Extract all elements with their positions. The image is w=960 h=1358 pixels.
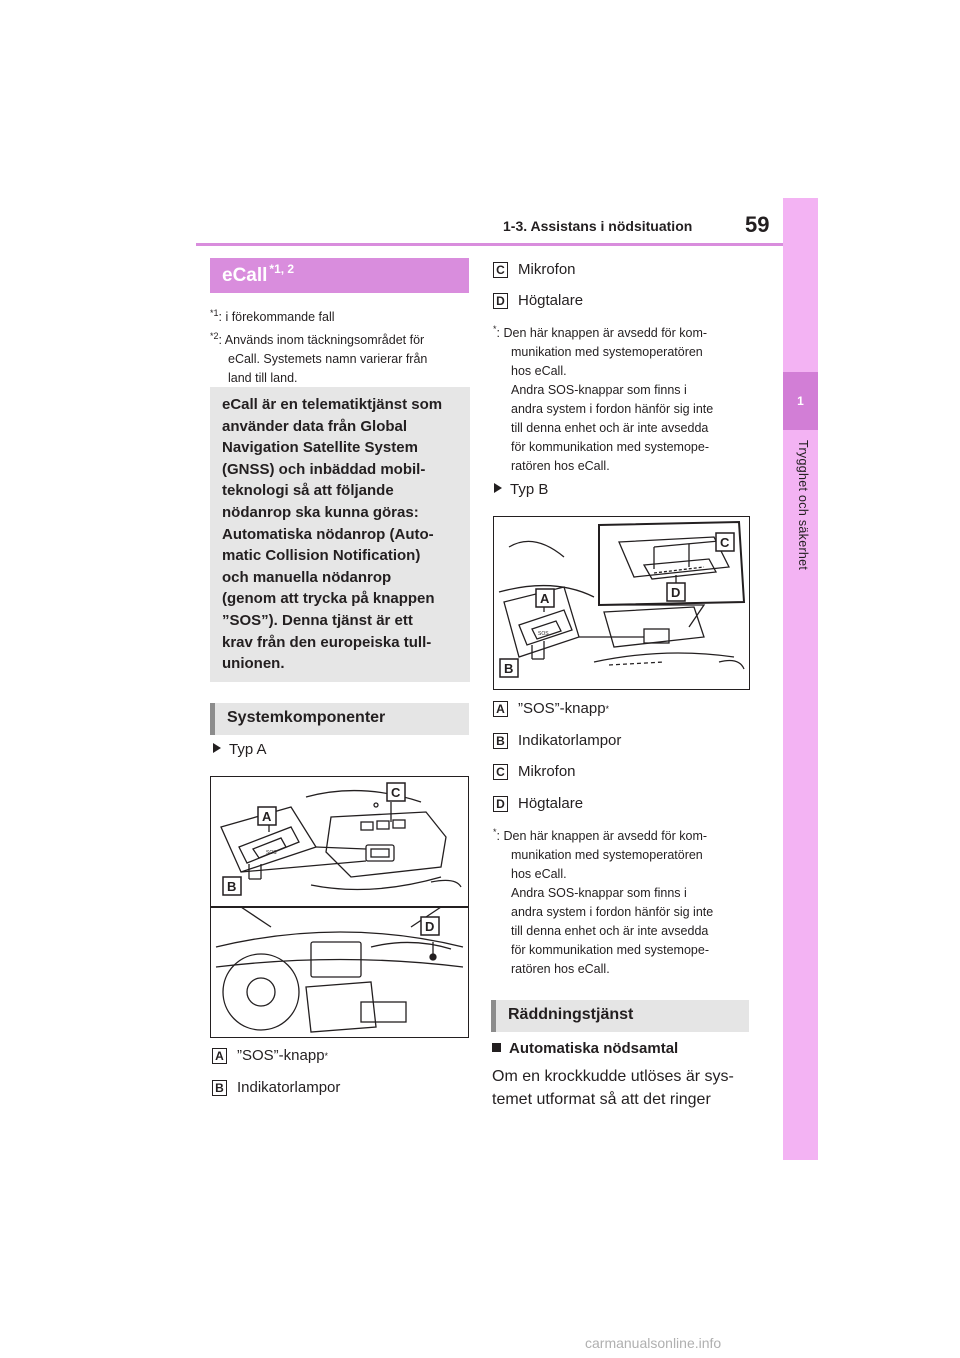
letter-label-box: B bbox=[493, 733, 508, 749]
letter-label-box: D bbox=[493, 293, 508, 309]
fig-a-label-d: D bbox=[425, 919, 435, 934]
ecall-heading-superscript: *1, 2 bbox=[269, 262, 295, 276]
fig-a-lamp bbox=[361, 822, 373, 830]
summary-line: eCall är en telematiktjänst som bbox=[222, 396, 443, 413]
subheading-text: Automatiska nödsamtal bbox=[509, 1040, 679, 1057]
fig-b-label-c: C bbox=[720, 535, 730, 550]
footnote-first-line bbox=[493, 320, 753, 343]
fig-a-mirror-line bbox=[311, 877, 441, 890]
fig-b-label-a: A bbox=[540, 591, 550, 606]
summary-line: ”SOS”). Denna tjänst är ett bbox=[222, 611, 413, 629]
fig-a-microphone bbox=[374, 803, 378, 807]
summary-line: teknologi så att följande bbox=[222, 482, 394, 500]
letter-label-box: A bbox=[212, 1048, 227, 1064]
item-text: Indikatorlampor bbox=[237, 1079, 341, 1096]
typ-a-title: Typ A bbox=[229, 741, 267, 758]
summary-line: unionen. bbox=[222, 655, 285, 673]
triangle-bullet-icon bbox=[213, 743, 221, 753]
ecall-heading-title: eCall bbox=[222, 265, 268, 286]
square-bullet-icon bbox=[492, 1043, 501, 1052]
summary-line: (GNSS) och inbäddad mobil- bbox=[222, 460, 426, 478]
letter-label-box: A bbox=[493, 701, 508, 717]
footnote-line: ratören hos eCall. bbox=[511, 962, 610, 977]
fig-b-label-d: D bbox=[671, 585, 681, 600]
footnote-typ-a bbox=[493, 320, 753, 476]
footnote-1 bbox=[210, 304, 470, 327]
header-rule bbox=[196, 243, 785, 246]
fig-a-label-b: B bbox=[227, 879, 237, 894]
footnote-line: hos eCall. bbox=[511, 867, 567, 882]
letter-label-box: D bbox=[493, 796, 508, 812]
fig-a-label-c: C bbox=[391, 785, 401, 800]
fig-a-label-a: A bbox=[262, 809, 272, 824]
fig-a-passenger-dash bbox=[371, 942, 451, 949]
chapter-title: Trygghet och säkerhet bbox=[796, 440, 810, 571]
footnote-2 bbox=[210, 327, 470, 350]
watermark: carmanualsonline.info bbox=[585, 1335, 722, 1351]
summary-line: (genom att trycka på knappen bbox=[222, 590, 435, 608]
footnote-text: : Den här knappen är avsedd för kom- bbox=[496, 326, 708, 341]
footnote-line: andra system i fordon hänför sig inte bbox=[511, 402, 714, 417]
fig-a-lamp bbox=[393, 820, 405, 828]
section-title: 1-3. Assistans i nödsituation bbox=[503, 218, 693, 234]
figure-typ-a bbox=[210, 776, 469, 1038]
summary-line: nödanrop ska kunna göras: bbox=[222, 503, 419, 521]
fig-a-glovebox bbox=[361, 1002, 406, 1022]
summary-line: krav från den europeiska tull- bbox=[222, 633, 432, 651]
item-text: Mikrofon bbox=[518, 261, 576, 278]
fig-b-zoom-button-housing bbox=[519, 610, 572, 645]
letter-label-box: B bbox=[212, 1080, 227, 1096]
fig-a-right-edge bbox=[431, 880, 461, 887]
item-text: Mikrofon bbox=[518, 763, 576, 780]
automatiska-nodsamtal-heading bbox=[492, 1040, 678, 1057]
item-text: ”SOS”-knapp bbox=[237, 1047, 325, 1064]
summary-line: matic Collision Notification) bbox=[222, 547, 421, 565]
typ-b-item-d bbox=[493, 795, 583, 812]
footnote-line: munikation med systemoperatören bbox=[511, 848, 703, 863]
item-text: Högtalare bbox=[518, 795, 584, 812]
typ-b-heading bbox=[494, 481, 548, 498]
typ-b-title: Typ B bbox=[510, 481, 549, 498]
footnotes-top bbox=[210, 304, 470, 388]
typ-b-item-a bbox=[493, 700, 609, 717]
fig-a-center-console bbox=[306, 982, 376, 1032]
typ-b-item-b bbox=[493, 732, 621, 749]
fig-b-right-edge bbox=[719, 661, 744, 669]
typ-a-item-b bbox=[212, 1079, 340, 1096]
body-line: Om en krockkudde utlöses är sys- bbox=[492, 1068, 734, 1085]
typ-a-heading bbox=[213, 741, 267, 758]
footnote-marker: *2 bbox=[210, 331, 219, 342]
footnote-line: hos eCall. bbox=[511, 364, 567, 379]
footnote-typ-b bbox=[493, 823, 753, 979]
fig-b-mirror-line bbox=[594, 653, 734, 662]
typ-a-item-a bbox=[212, 1047, 328, 1064]
fig-a-steering-hub bbox=[247, 978, 275, 1006]
footnote-line: Andra SOS-knappar som finns i bbox=[511, 886, 687, 901]
systemkomponenter-heading: Systemkomponenter bbox=[210, 703, 469, 735]
summary-line: Automatiska nödanrop (Auto- bbox=[222, 525, 434, 543]
page-number: 59 bbox=[745, 212, 770, 237]
fig-b-zoom-connector bbox=[599, 605, 704, 627]
body-line: temet utformat så att det ringer bbox=[492, 1091, 711, 1108]
fig-b-sos-text: SOS bbox=[538, 631, 549, 637]
footnote-marker: * bbox=[493, 324, 497, 334]
footnote-line: för kommunikation med systemope- bbox=[511, 943, 709, 958]
item-text: ”SOS”-knapp bbox=[518, 700, 606, 717]
typ-b-item-c bbox=[493, 763, 576, 780]
summary-line: Navigation Satellite System bbox=[222, 439, 418, 457]
footnote-line: Andra SOS-knappar som finns i bbox=[511, 383, 687, 398]
footnote-text: : i förekommande fall bbox=[218, 310, 335, 325]
raddningstjanst-heading: Räddningstjänst bbox=[491, 1000, 749, 1032]
fig-a-zoom-connector bbox=[316, 847, 366, 849]
chapter-number: 1 bbox=[783, 372, 818, 430]
footnote-first-line bbox=[493, 823, 753, 846]
footnote-text: : Används inom täckningsområdet för bbox=[218, 333, 425, 348]
fig-a-steering-wheel bbox=[223, 954, 299, 1030]
raddningstjanst-body bbox=[492, 1065, 734, 1111]
footnote-marker: * bbox=[493, 827, 497, 837]
footnote-line: till denna enhet och är inte avsedda bbox=[511, 924, 709, 939]
fig-b-label-b: B bbox=[504, 661, 514, 676]
typ-a-item-c bbox=[493, 261, 576, 278]
fig-a-zoom-button-housing bbox=[239, 827, 299, 863]
fig-a-sos-unit-button bbox=[371, 849, 389, 857]
footnote-line: eCall. Systemets namn varierar från bbox=[228, 352, 428, 367]
figure-typ-b bbox=[493, 516, 750, 690]
summary-line: och manuella nödanrop bbox=[222, 568, 392, 586]
item-footnote-marker: * bbox=[324, 1050, 329, 1061]
fig-a-windshield-line bbox=[241, 907, 271, 927]
item-text: Indikatorlampor bbox=[518, 732, 622, 749]
fig-a-lamp bbox=[377, 821, 389, 829]
footnote-text: : Den här knappen är avsedd för kom- bbox=[496, 829, 708, 844]
footnote-marker: *1 bbox=[210, 308, 219, 318]
fig-b-leader-c bbox=[654, 541, 719, 547]
fig-a-sos-unit bbox=[366, 845, 394, 861]
footnote-line: för kommunikation med systemope- bbox=[511, 440, 709, 455]
ecall-summary-box bbox=[210, 387, 470, 682]
footnote-line: andra system i fordon hänför sig inte bbox=[511, 905, 714, 920]
typ-a-item-d bbox=[493, 292, 583, 309]
letter-label-box: C bbox=[493, 262, 508, 278]
letter-label-box: C bbox=[493, 764, 508, 780]
footnote-line: ratören hos eCall. bbox=[511, 459, 610, 474]
fig-a-zoom-connector bbox=[241, 861, 366, 872]
fig-a-sos-text: SOS bbox=[266, 850, 277, 856]
item-text: Högtalare bbox=[518, 292, 584, 309]
ecall-heading bbox=[210, 258, 469, 293]
fig-a-dashboard-line bbox=[216, 960, 463, 968]
footnote-line: land till land. bbox=[228, 371, 298, 386]
footnote-line: till denna enhet och är inte avsedda bbox=[511, 421, 709, 436]
fig-b-pillar-line bbox=[509, 541, 564, 557]
summary-line: använder data från Global bbox=[222, 417, 408, 435]
footnote-line: munikation med systemoperatören bbox=[511, 345, 703, 360]
item-footnote-marker: * bbox=[605, 703, 610, 714]
triangle-bullet-icon bbox=[494, 483, 502, 493]
fig-b-lamp-row bbox=[609, 662, 664, 665]
chapter-side-tab bbox=[783, 198, 818, 1160]
